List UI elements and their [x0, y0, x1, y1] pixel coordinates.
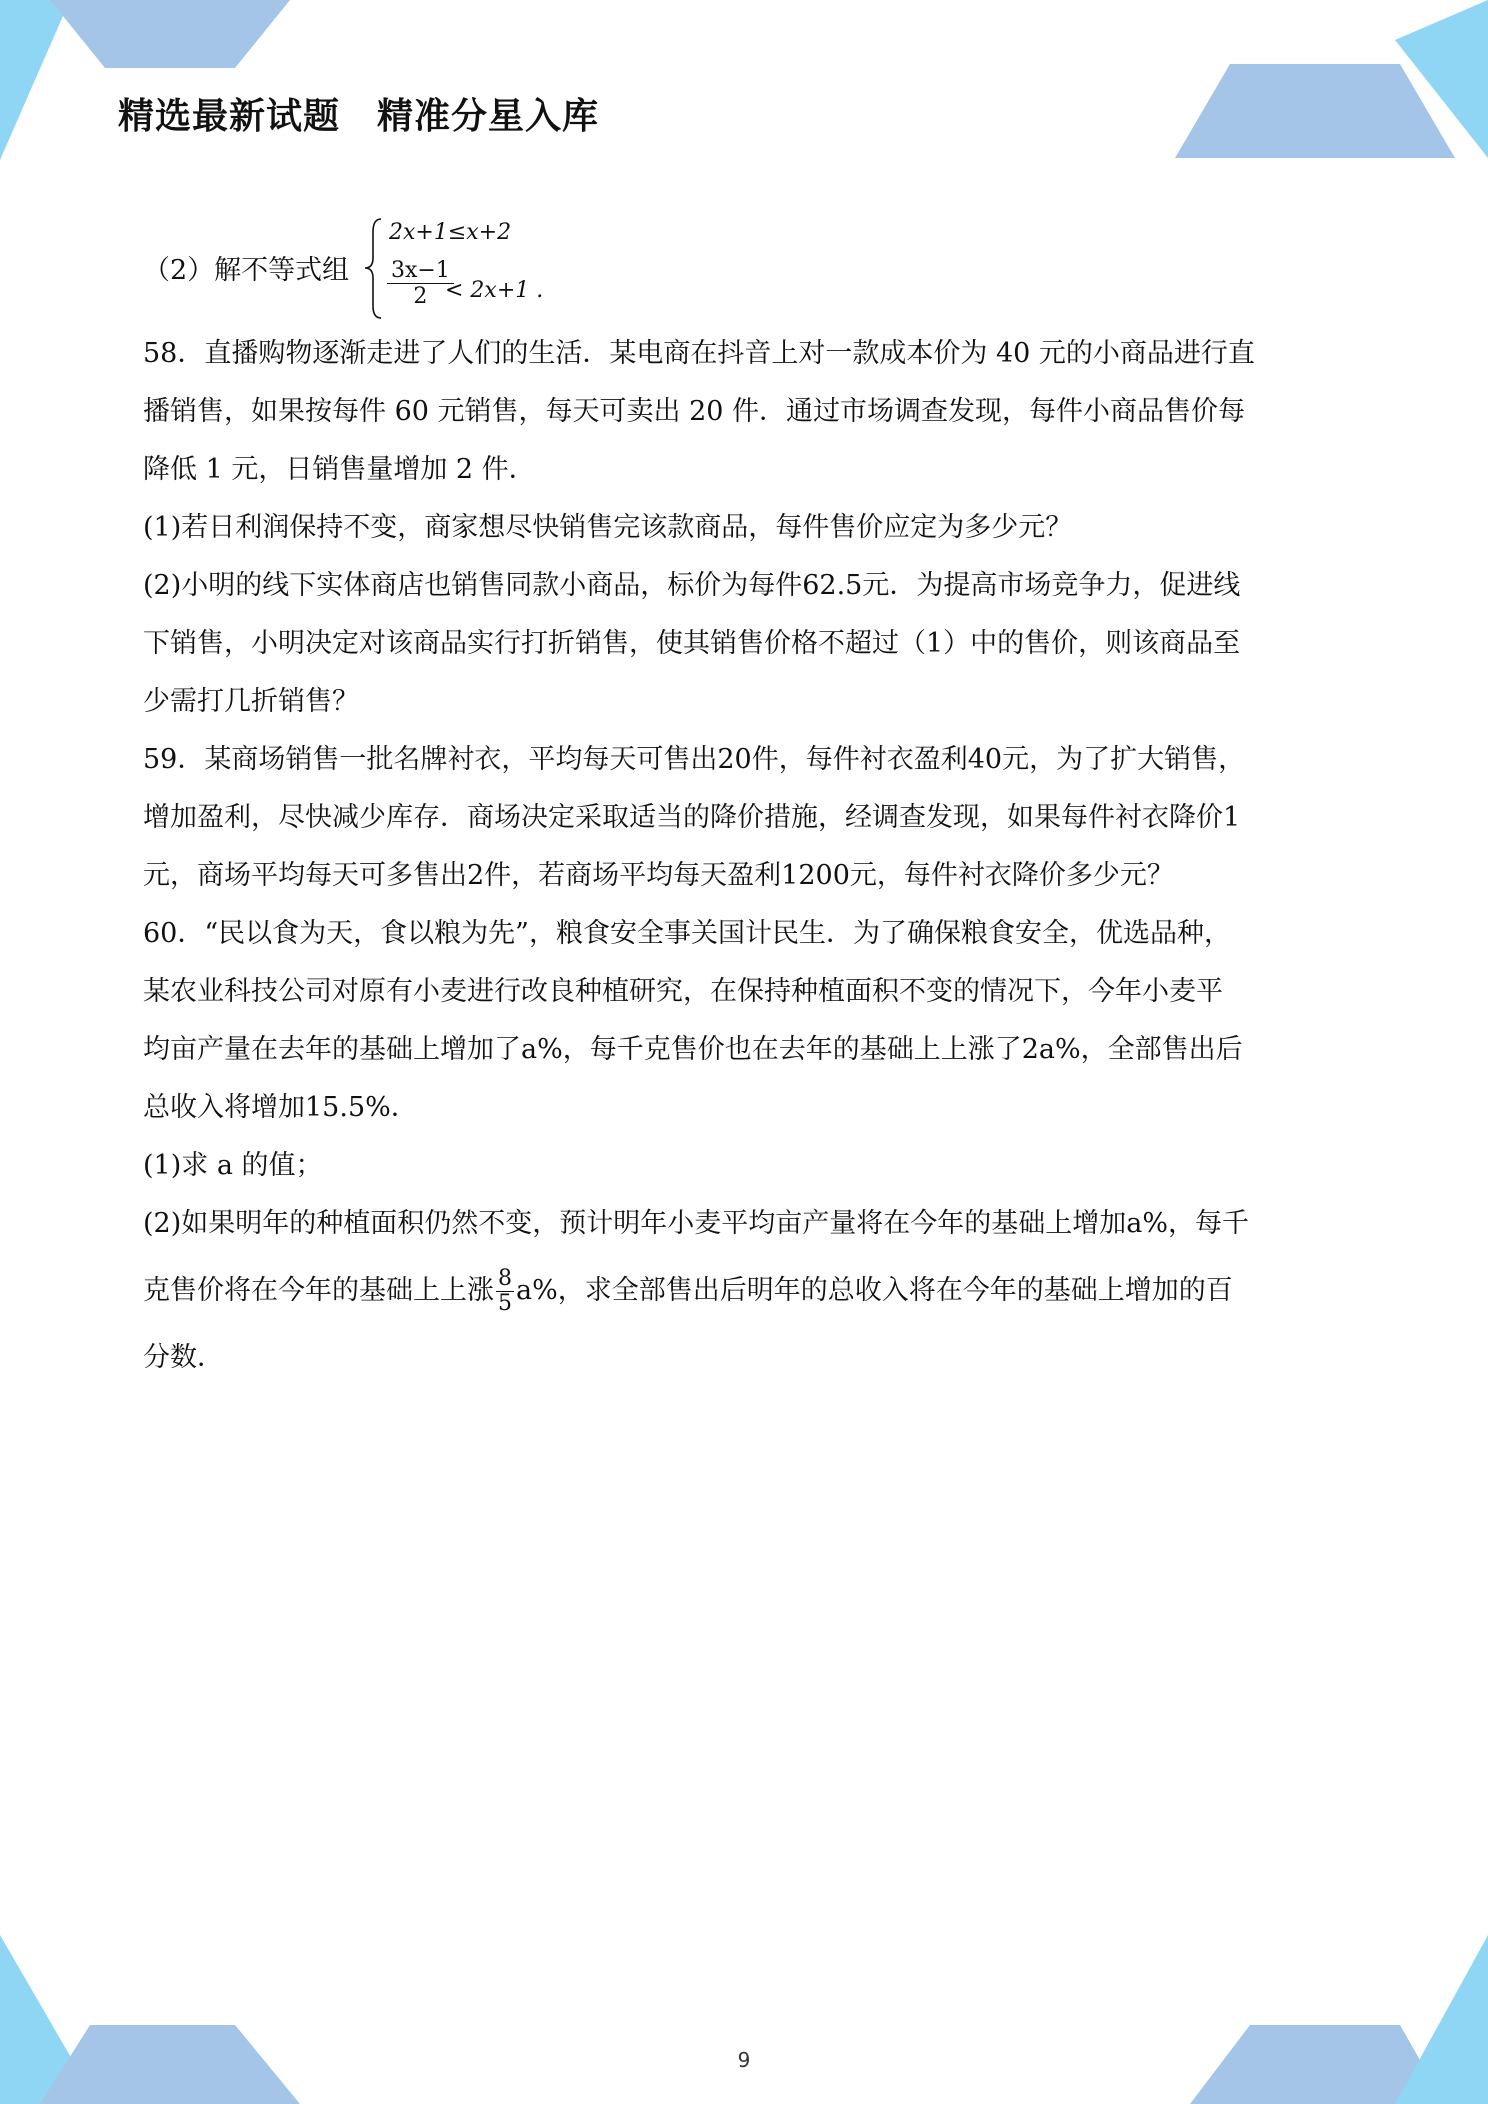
problem58-line: 58．直播购物逐渐走进了人们的生活．某电商在抖音上对一款成本价为 40 元的小商品进行直	[143, 338, 1255, 369]
inequality-1: 2x+1≤x+2	[389, 220, 512, 245]
problem60-line: (2)如果明年的种植面积仍然不变，预计明年小麦平均亩产量将在今年的基础上增加a%，每千	[143, 1208, 1249, 1239]
problem60-last-prefix: 克售价将在今年的基础上上涨	[143, 1275, 494, 1306]
problem58-line: 下销售，小明决定对该商品实行打折销售，使其销售价格不超过（1）中的售价，则该商品至	[143, 628, 1241, 659]
problem57-part2-label: （2）解不等式组	[143, 255, 350, 286]
problem59-line: 元，商场平均每天可多售出2件，若商场平均每天盈利1200元，每件衬衣降价多少元？	[143, 860, 1174, 891]
problem60-line-with-fraction	[143, 1253, 1348, 1329]
fraction-numerator: 3x−1	[387, 258, 454, 284]
inline-fraction	[496, 1267, 514, 1316]
problem60-line: 分数．	[143, 1342, 224, 1373]
problem59-line: 59．某商场销售一批名牌衬衣，平均每天可售出20件，每件衬衣盈利40元，为了扩大销售，	[143, 744, 1246, 775]
inequality-2-rest: < 2x+1 .	[445, 278, 544, 303]
top-left-tab	[50, 0, 290, 68]
problem60-last-suffix: a%，求全部售出后明年的总收入将在今年的基础上增加的百	[516, 1275, 1233, 1306]
fraction-denominator: 2	[413, 284, 428, 309]
problem58-line: (2)小明的线下实体商店也销售同款小商品，标价为每件62.5元．为提高市场竞争力，促进线	[143, 570, 1241, 601]
inequality-2-fraction	[387, 258, 454, 309]
top-right-tab	[1175, 64, 1455, 158]
problem58-line: (1)若日利润保持不变，商家想尽快销售完该款商品，每件售价应定为多少元？	[143, 512, 1073, 543]
problem60-line: (1)求 a 的值；	[143, 1150, 323, 1181]
problem58-line: 播销售，如果按每件 60 元销售，每天可卖出 20 件．通过市场调查发现，每件小商品售价每	[143, 396, 1246, 427]
inequality-system	[143, 210, 1348, 325]
problem59-line: 增加盈利，尽快减少库存．商场决定采取适当的降价措施，经调查发现，如果每件衬衣降价1	[143, 802, 1241, 833]
problem60-line: 60．“民以食为天，食以粮为先”，粮食安全事关国计民生．为了确保粮食安全，优选品种，	[143, 918, 1231, 949]
brace-symbol	[361, 216, 385, 321]
document-body	[143, 210, 1348, 1387]
problem58-line: 少需打几折销售？	[143, 686, 359, 717]
page-number: 9	[737, 2048, 751, 2072]
top-left-triangle	[0, 0, 70, 160]
problem60-line: 总收入将增加15.5%．	[143, 1092, 418, 1123]
header-title: 精选最新试题 精准分星入库	[118, 96, 600, 137]
problem60-line: 某农业科技公司对原有小麦进行改良种植研究，在保持种植面积不变的情况下，今年小麦平	[143, 976, 1223, 1007]
problem60-line: 均亩产量在去年的基础上增加了a%，每千克售价也在去年的基础上上涨了2a%，全部售出后	[143, 1034, 1243, 1065]
inline-fraction-numerator: 8	[498, 1266, 512, 1291]
problem58-line: 降低 1 元，日销售量增加 2 件．	[143, 454, 536, 485]
inline-fraction-denominator: 5	[498, 1291, 512, 1316]
